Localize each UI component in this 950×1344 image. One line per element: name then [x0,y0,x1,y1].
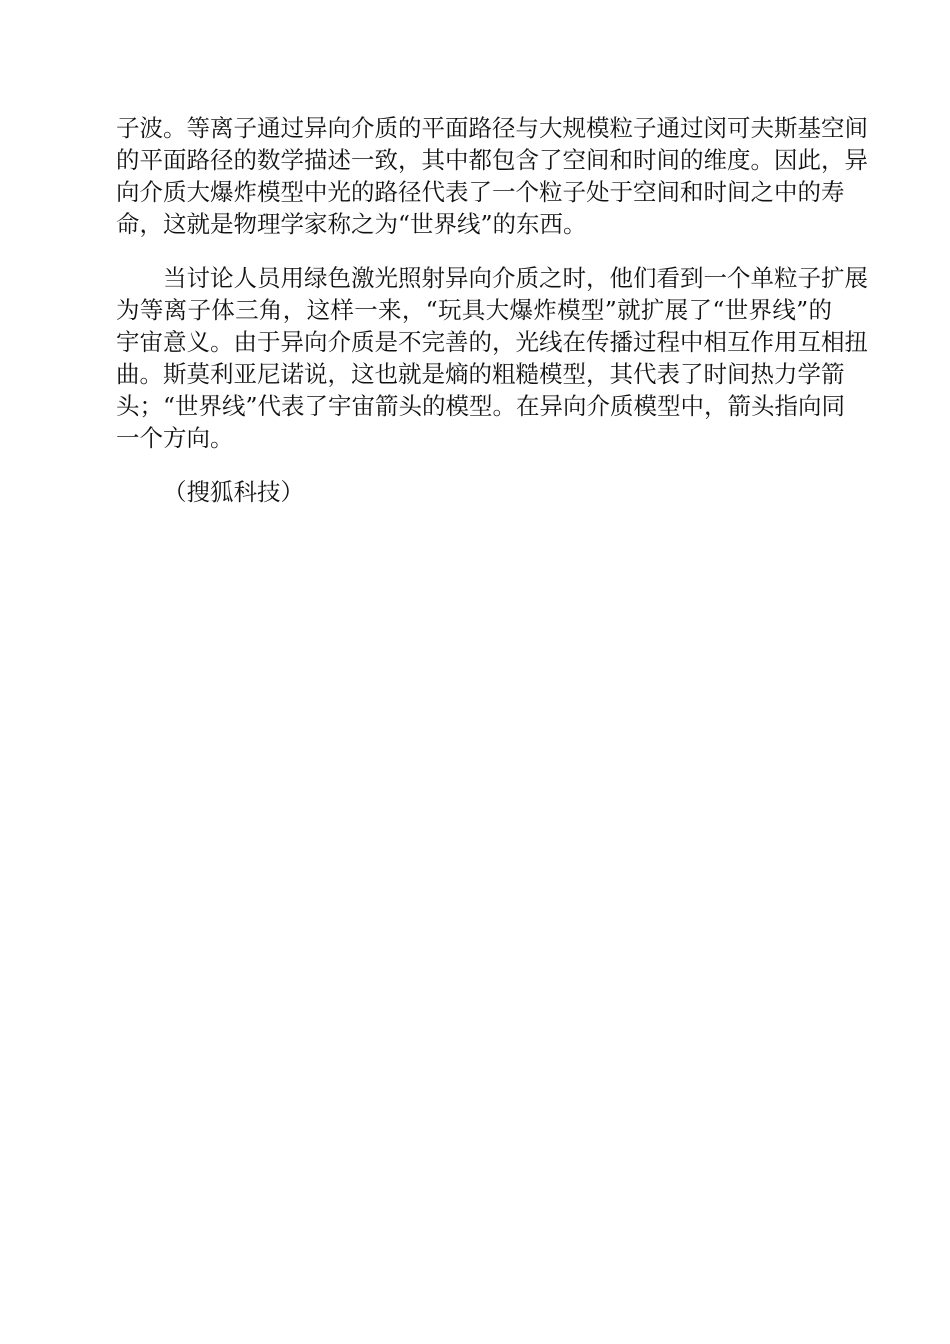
paragraph-2 [116,262,868,454]
document-body [116,112,868,508]
text-line: 命，这就是物理学家称之为“世界线”的东西。 [116,210,587,238]
text-line: 宇宙意义。由于异向介质是不完善的，光线在传播过程中相互作用互相扭 [116,328,868,356]
text-line: 子波。等离子通过异向介质的平面路径与大规模粒子通过闵可夫斯基空间 [116,114,868,142]
text-line: 的平面路径的数学描述一致，其中都包含了空间和时间的维度。因此，异 [116,146,868,174]
text-line: 向介质大爆炸模型中光的路径代表了一个粒子处于空间和时间之中的寿 [116,178,845,206]
text-line: 头；“世界线”代表了宇宙箭头的模型。在异向介质模型中，箭头指向同 [116,392,846,420]
text-line: 为等离子体三角，这样一来，“玩具大爆炸模型”就扩展了“世界线”的 [116,296,832,324]
text-line: 曲。斯莫利亚尼诺说，这也就是熵的粗糙模型，其代表了时间热力学箭 [116,360,845,388]
text-line: 当讨论人员用绿色激光照射异向介质之时，他们看到一个单粒子扩展 [163,264,868,292]
paragraph-1 [116,112,868,240]
text-line: 一个方向。 [116,424,234,452]
source-attribution: （搜狐科技） [163,478,304,506]
